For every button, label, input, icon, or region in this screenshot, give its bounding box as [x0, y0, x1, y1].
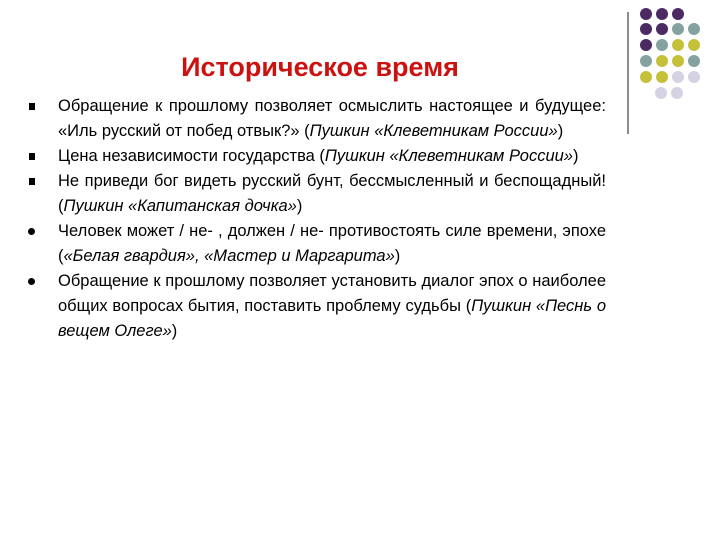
- bullet-text: Цена независимости государства (Пушкин «Клеветникам России»): [58, 147, 579, 165]
- decorative-dot: [688, 55, 700, 67]
- bullet-item: [26, 94, 606, 144]
- decorative-dot: [640, 23, 652, 35]
- decorative-dot: [656, 8, 668, 20]
- bullet-text: Обращение к прошлому позволяет установить диалог эпох о наиболее общих вопросах бытия, поставить проблему судьбы (Пушкин «Песнь о вещем Олеге»): [58, 272, 606, 340]
- slide-title: Историческое время: [181, 52, 459, 83]
- bullet-item: [26, 144, 606, 169]
- bullet-list: [26, 94, 606, 344]
- decorative-dot: [656, 23, 668, 35]
- bullet-text: Не приведи бог видеть русский бунт, бессмысленный и беспощадный! (Пушкин «Капитанская дочка»): [58, 172, 606, 215]
- round-bullet-icon: [28, 278, 35, 285]
- decorative-dot: [671, 87, 683, 99]
- decorative-dot: [672, 55, 684, 67]
- bullet-text: Человек может / не- , должен / не- противостоять силе времени, эпохе («Белая гвардия», «Мастер и Маргарита»): [58, 222, 606, 265]
- decorative-dot: [640, 39, 652, 51]
- decorative-dot: [688, 39, 700, 51]
- bullet-item: [26, 169, 606, 219]
- decorative-dot: [672, 39, 684, 51]
- decorative-dot: [688, 71, 700, 83]
- decorative-dot: [672, 23, 684, 35]
- square-bullet-icon: [29, 178, 35, 185]
- decorative-dot: [672, 71, 684, 83]
- bullet-item: [26, 219, 606, 269]
- bullet-item: [26, 269, 606, 344]
- decorative-dot: [672, 8, 684, 20]
- decorative-dot: [655, 87, 667, 99]
- decorative-dot: [640, 71, 652, 83]
- square-bullet-icon: [29, 153, 35, 160]
- round-bullet-icon: [28, 228, 35, 235]
- decorative-dot: [688, 23, 700, 35]
- square-bullet-icon: [29, 103, 35, 110]
- decorative-dot: [640, 8, 652, 20]
- decorative-dot: [656, 39, 668, 51]
- decorative-dot: [640, 55, 652, 67]
- decorative-dot: [656, 71, 668, 83]
- bullet-text: Обращение к прошлому позволяет осмыслить настоящее и будущее: «Иль русский от побед отвык?» (Пушкин «Клеветникам России»): [58, 97, 606, 140]
- decorative-dot: [656, 55, 668, 67]
